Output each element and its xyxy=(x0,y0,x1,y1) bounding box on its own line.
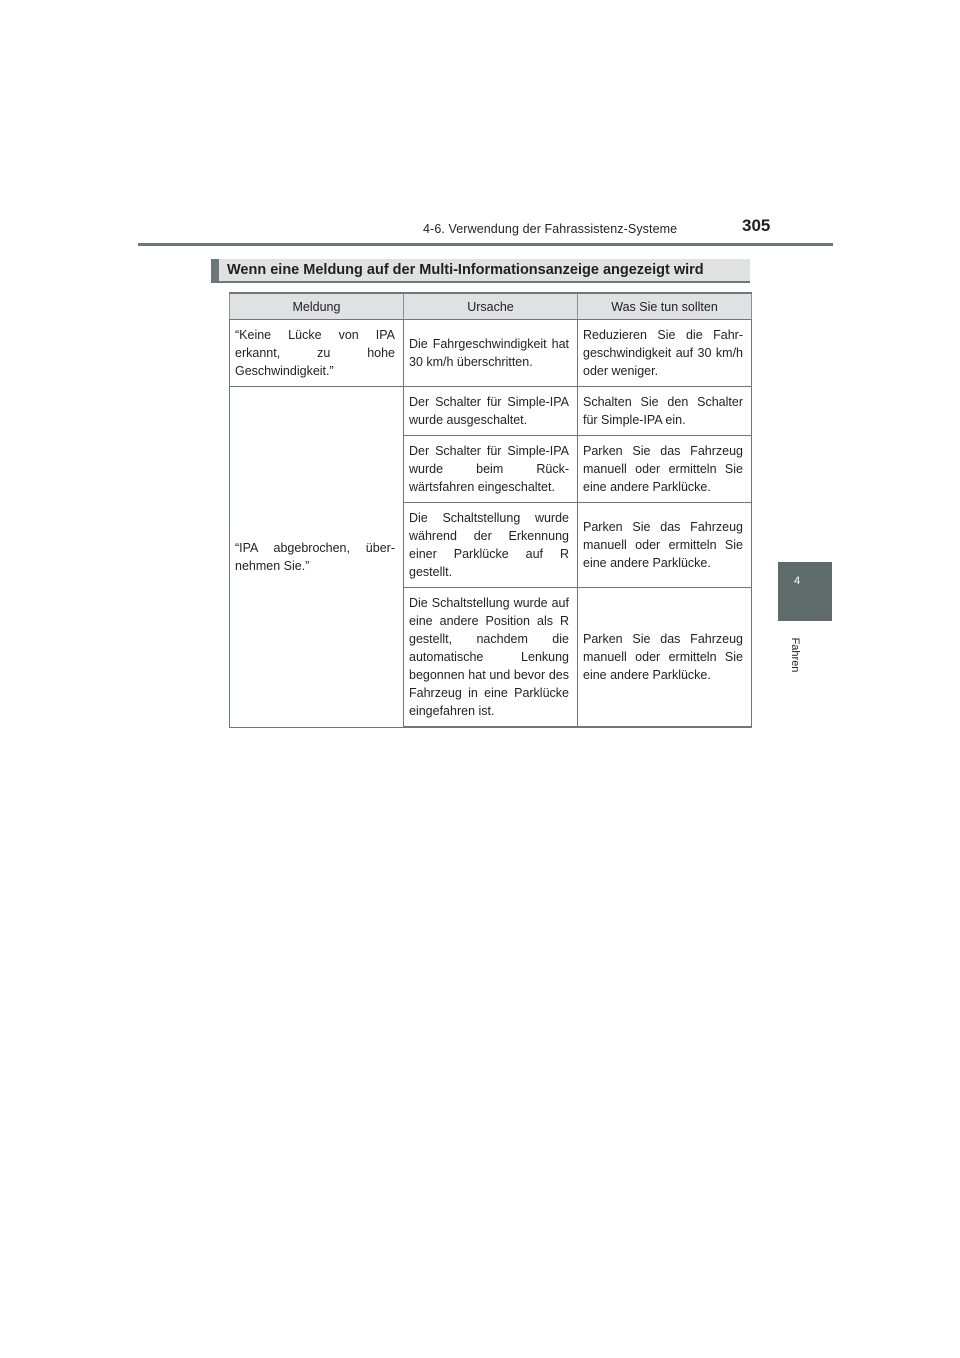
chapter-title: 4-6. Verwendung der Fahrassistenz-Systeme xyxy=(423,222,678,236)
header-divider xyxy=(138,243,833,246)
message-cell: “IPA abgebrochen, über-nehmen Sie.” xyxy=(230,387,404,728)
chapter-tab-number: 4 xyxy=(793,575,801,587)
chapter-tab-label-text: Fahren xyxy=(789,637,801,673)
message-table xyxy=(229,292,752,728)
chapter-tab xyxy=(778,562,832,621)
cause-cell: Der Schalter für Simple-IPA wurde ausgeschaltet. xyxy=(404,387,578,436)
action-cell: Parken Sie das Fahrzeug manuell oder ermitteln Sie eine andere Parklücke. xyxy=(578,503,752,588)
message-cell: “Keine Lücke von IPA erkannt, zu hohe Geschwindigkeit.” xyxy=(230,320,404,387)
cause-cell: Die Schaltstellung wurde auf eine andere Position als R gestellt, nachdem die automatische Lenkung begonnen hat und bevor des Fahrzeug in eine Parklücke eingefahren ist. xyxy=(404,588,578,728)
cause-cell: Die Schaltstellung wurde während der Erkennung einer Parklücke auf R gestellt. xyxy=(404,503,578,588)
column-header-message: Meldung xyxy=(230,293,404,320)
action-cell: Parken Sie das Fahrzeug manuell oder ermitteln Sie eine andere Parklücke. xyxy=(578,588,752,728)
table-row xyxy=(230,387,752,436)
table-row xyxy=(230,320,752,387)
section-heading xyxy=(211,259,750,281)
cause-cell: Die Fahrgeschwindigkeit hat 30 km/h überschritten. xyxy=(404,320,578,387)
column-header-action: Was Sie tun sollten xyxy=(578,293,752,320)
section-heading-text: Wenn eine Meldung auf der Multi-Informationsanzeige angezeigt wird xyxy=(227,262,704,278)
cause-cell: Der Schalter für Simple-IPA wurde beim Rück-wärtsfahren eingeschaltet. xyxy=(404,436,578,503)
column-header-cause: Ursache xyxy=(404,293,578,320)
action-cell: Parken Sie das Fahrzeug manuell oder ermitteln Sie eine andere Parklücke. xyxy=(578,436,752,503)
action-cell: Reduzieren Sie die Fahr-geschwindigkeit auf 30 km/h oder weniger. xyxy=(578,320,752,387)
section-heading-underline xyxy=(211,281,750,283)
page-number: 305 xyxy=(742,216,771,235)
chapter-tab-label xyxy=(788,632,802,678)
table-header-row xyxy=(230,293,752,320)
action-cell: Schalten Sie den Schalter für Simple-IPA ein. xyxy=(578,387,752,436)
